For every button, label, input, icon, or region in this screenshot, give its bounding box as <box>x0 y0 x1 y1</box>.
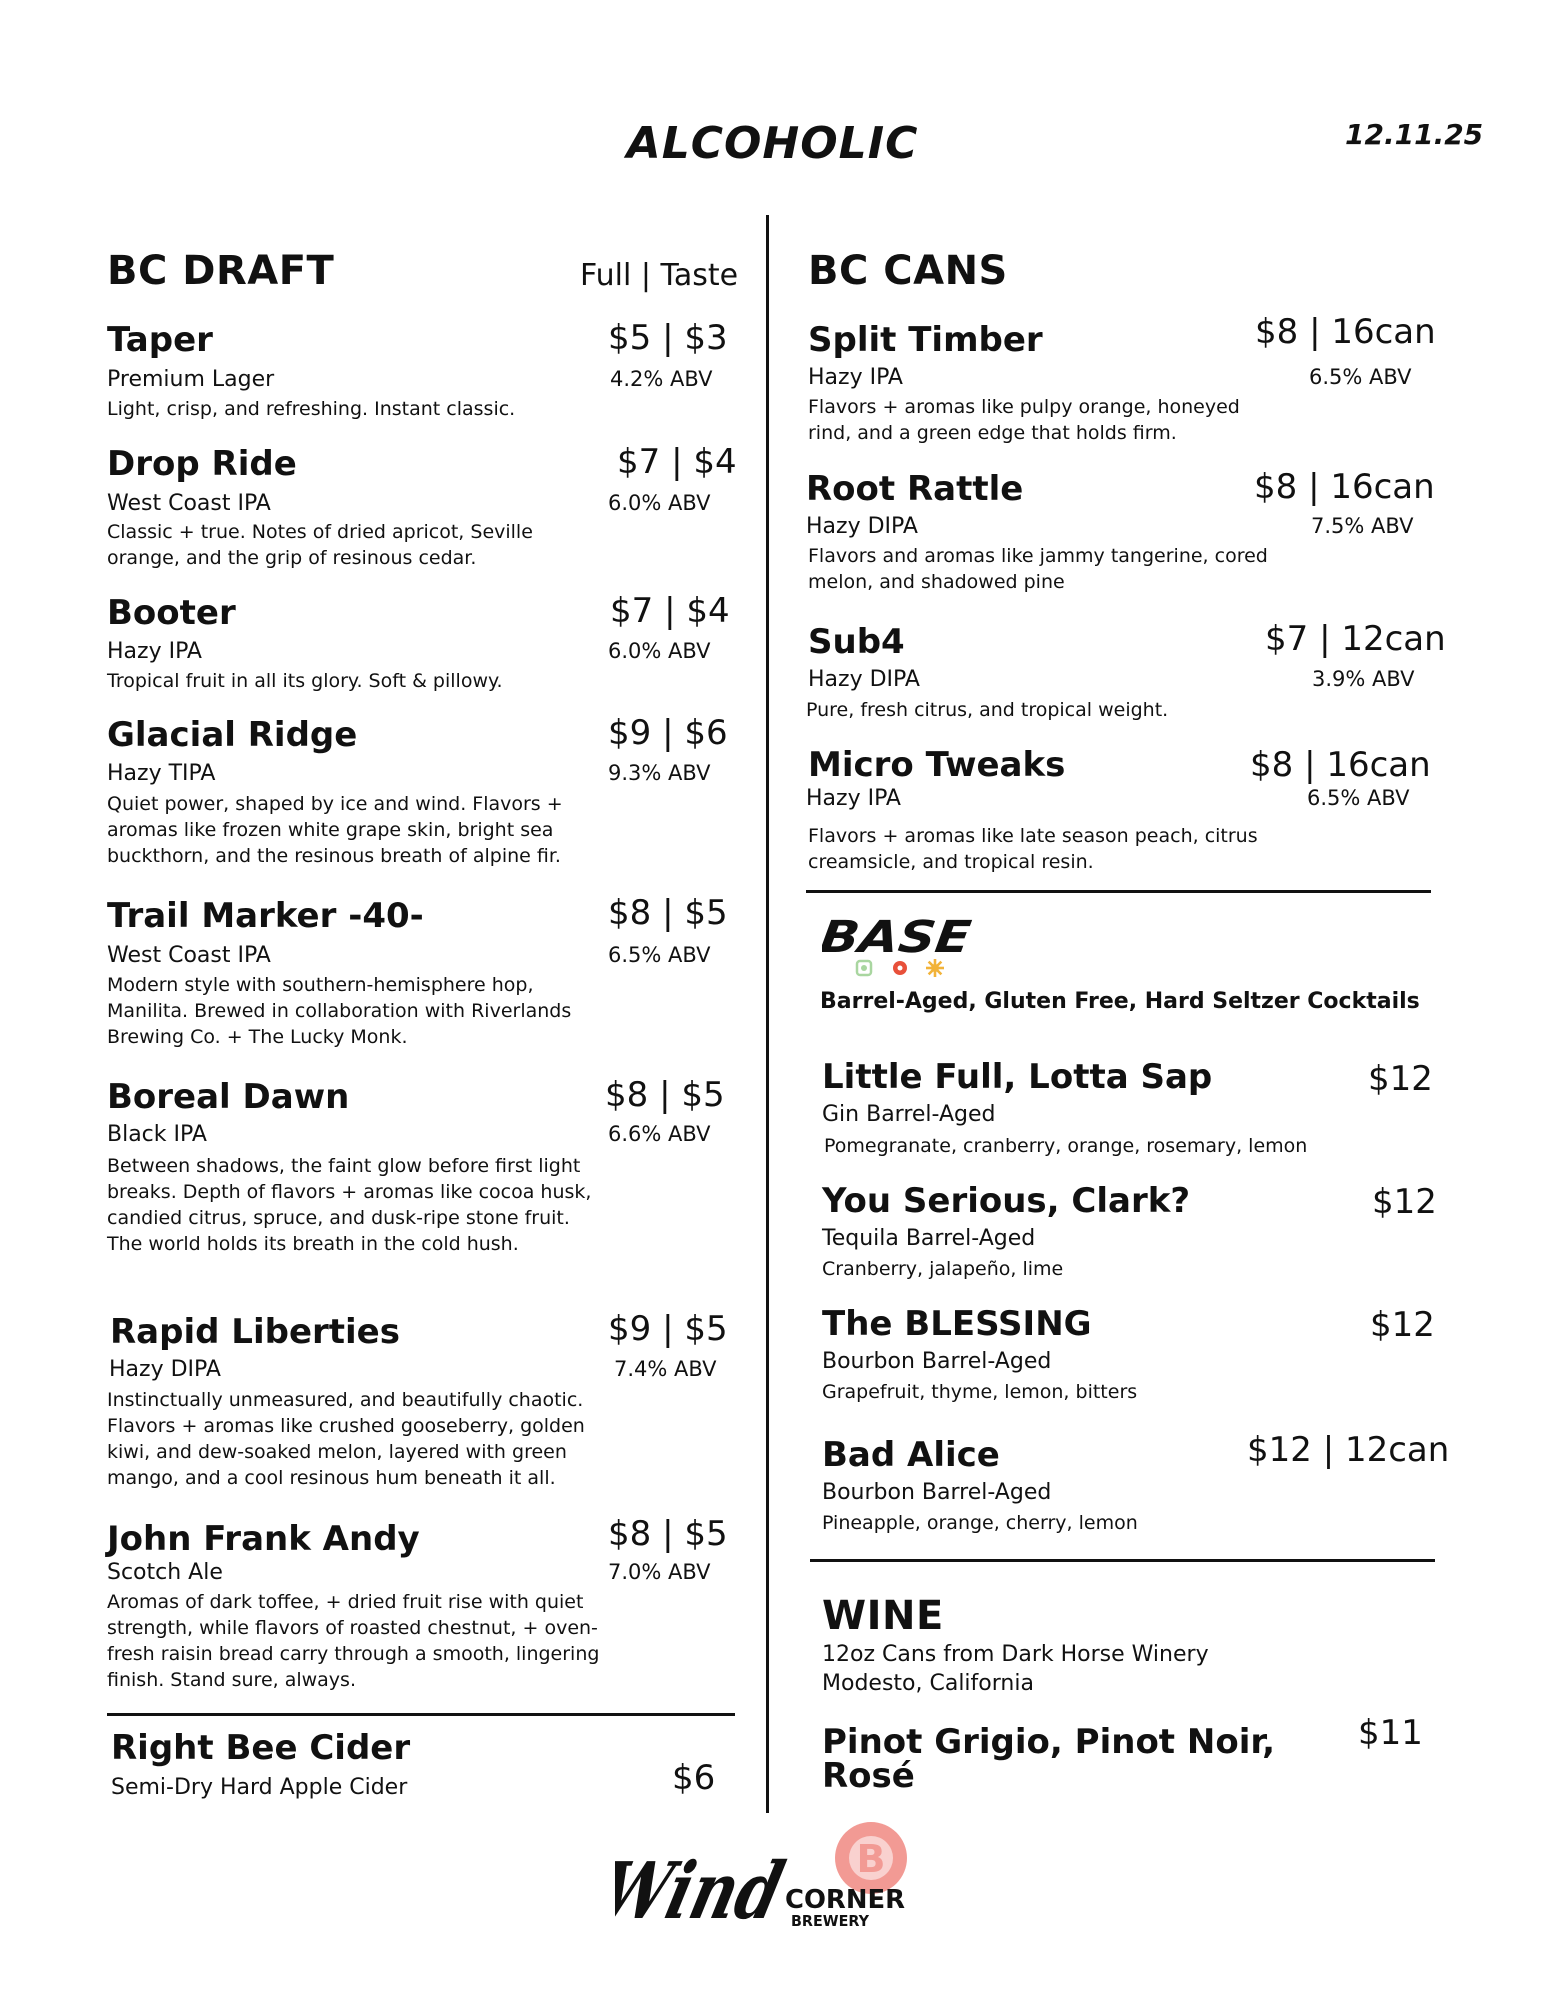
draft-item-abv: 7.4% ABV <box>614 1357 717 1381</box>
wine-item-line-2: Rosé <box>822 1756 915 1796</box>
brewery-brewery-text: BREWERY <box>791 1912 871 1930</box>
column-divider <box>766 215 769 1813</box>
draft-item-name: Taper <box>107 320 213 360</box>
draft-column-header: Full | Taste <box>580 258 739 293</box>
cider-name: Right Bee Cider <box>111 1728 411 1768</box>
base-divider <box>806 890 1431 893</box>
base-item-style: Bourbon Barrel-Aged <box>822 1480 1052 1505</box>
draft-item-name: John Frank Andy <box>107 1519 420 1559</box>
draft-item-price: $7 | $4 <box>617 442 737 482</box>
cider-divider <box>107 1713 735 1716</box>
draft-item-style: Hazy IPA <box>107 639 202 664</box>
base-item-name: You Serious, Clark? <box>822 1181 1191 1221</box>
can-item-name: Sub4 <box>808 622 905 662</box>
draft-item-style: Hazy DIPA <box>109 1357 221 1382</box>
can-item-desc: Flavors and aromas like jammy tangerine, cored melon, and shadowed pine <box>808 545 1268 593</box>
cans-section-title: BC CANS <box>808 248 1008 294</box>
draft-item-price: $9 | $5 <box>608 1309 728 1349</box>
draft-item-style: Hazy TIPA <box>107 761 216 786</box>
draft-item-abv: 7.0% ABV <box>608 1560 711 1584</box>
base-subtitle: Barrel-Aged, Gluten Free, Hard Seltzer Cocktails <box>820 989 1420 1014</box>
base-item-name: Bad Alice <box>822 1435 1000 1475</box>
draft-item-abv: 6.6% ABV <box>608 1122 711 1146</box>
base-item-style: Bourbon Barrel-Aged <box>822 1349 1052 1374</box>
cider-price: $6 <box>672 1758 716 1798</box>
draft-item-price: $5 | $3 <box>608 318 728 358</box>
cider-style: Semi-Dry Hard Apple Cider <box>111 1775 408 1800</box>
draft-item-desc: Instinctually unmeasured, and beautifully chaotic. Flavors + aromas like crushed gooseberry, golden kiwi, and dew-soaked melon, layered with green mango, and a cool resinous hum beneath it all. <box>107 1389 585 1489</box>
can-item-abv: 7.5% ABV <box>1311 514 1414 538</box>
can-item-style: Hazy DIPA <box>806 514 918 539</box>
base-item-price: $12 <box>1368 1059 1433 1099</box>
can-item-price: $8 | 16can <box>1254 467 1435 507</box>
base-item-price: $12 <box>1372 1182 1437 1222</box>
base-item-price: $12 | 12can <box>1247 1430 1450 1470</box>
draft-item-style: Black IPA <box>107 1122 207 1147</box>
draft-item-desc: Tropical fruit in all its glory. Soft & pillowy. <box>107 670 503 692</box>
can-item-price: $8 | 16can <box>1255 312 1436 352</box>
draft-item-name: Booter <box>107 593 236 633</box>
can-item-price: $8 | 16can <box>1250 745 1431 785</box>
draft-item-abv: 6.0% ABV <box>608 491 711 515</box>
draft-item-name: Drop Ride <box>107 444 297 484</box>
draft-item-price: $7 | $4 <box>610 591 730 631</box>
wine-divider <box>810 1559 1435 1562</box>
can-item-name: Micro Tweaks <box>808 745 1066 785</box>
can-item-desc: Flavors + aromas like pulpy orange, honeyed rind, and a green edge that holds firm. <box>808 396 1240 444</box>
menu-date: 12.11.25 <box>1345 118 1484 151</box>
base-item-desc: Pineapple, orange, cherry, lemon <box>822 1512 1138 1534</box>
wine-subtitle-2: Modesto, California <box>822 1671 1034 1696</box>
base-item-name: Little Full, Lotta Sap <box>822 1057 1213 1097</box>
base-item-desc: Pomegranate, cranberry, orange, rosemary, lemon <box>824 1135 1308 1157</box>
base-logo-text: BASE <box>822 912 954 963</box>
can-item-abv: 3.9% ABV <box>1312 667 1415 691</box>
draft-item-abv: 4.2% ABV <box>610 367 713 391</box>
draft-item-price: $8 | $5 <box>608 1514 728 1554</box>
draft-item-desc: Quiet power, shaped by ice and wind. Flavors + aromas like frozen white grape skin, bright sea buckthorn, and the resinous breath of alpine fir. <box>107 793 563 867</box>
brewery-wordmark: Wind <box>615 1845 840 1937</box>
draft-item-desc: Classic + true. Notes of dried apricot, Seville orange, and the grip of resinous cedar. <box>107 521 533 569</box>
can-item-desc: Pure, fresh citrus, and tropical weight. <box>806 699 1169 721</box>
draft-item-price: $9 | $6 <box>608 713 728 753</box>
can-item-name: Split Timber <box>808 320 1043 360</box>
draft-item-name: Trail Marker -40- <box>107 896 424 936</box>
draft-item-abv: 9.3% ABV <box>608 761 711 785</box>
brewery-corner-text: CORNER <box>785 1885 905 1915</box>
base-item-name: The BLESSING <box>822 1304 1092 1344</box>
draft-section-title: BC DRAFT <box>107 248 335 294</box>
can-item-style: Hazy IPA <box>808 365 903 390</box>
draft-item-price: $8 | $5 <box>605 1075 725 1115</box>
draft-item-name: Boreal Dawn <box>107 1077 350 1117</box>
draft-item-price: $8 | $5 <box>608 893 728 933</box>
draft-item-abv: 6.0% ABV <box>608 639 711 663</box>
base-item-desc: Grapefruit, thyme, lemon, bitters <box>822 1381 1138 1403</box>
can-item-style: Hazy DIPA <box>808 667 920 692</box>
wine-price: $11 <box>1358 1713 1423 1753</box>
can-item-abv: 6.5% ABV <box>1309 365 1412 389</box>
draft-item-style: Scotch Ale <box>107 1560 223 1585</box>
draft-item-name: Glacial Ridge <box>107 715 358 755</box>
base-item-price: $12 <box>1370 1305 1435 1345</box>
can-item-price: $7 | 12can <box>1265 619 1446 659</box>
draft-item-style: Premium Lager <box>107 367 275 392</box>
draft-item-style: West Coast IPA <box>107 943 271 968</box>
brewery-logo <box>615 1818 915 1938</box>
wine-item-line-1: Pinot Grigio, Pinot Noir, <box>822 1722 1276 1762</box>
page-title: ALCOHOLIC <box>626 118 919 169</box>
draft-item-desc: Aromas of dark toffee, + dried fruit rise with quiet strength, while flavors of roasted chestnut, + oven-fresh raisin bread carry through a smooth, lingering finish. Stand sure, always. <box>107 1591 600 1691</box>
draft-item-desc: Modern style with southern-hemisphere hop, Manilita. Brewed in collaboration with Riverlands Brewing Co. + The Lucky Monk. <box>107 974 572 1048</box>
base-item-style: Gin Barrel-Aged <box>822 1102 996 1127</box>
draft-item-name: Rapid Liberties <box>110 1312 400 1352</box>
draft-item-desc: Light, crisp, and refreshing. Instant classic. <box>107 398 516 420</box>
can-item-style: Hazy IPA <box>806 786 901 811</box>
wine-section-title: WINE <box>822 1593 944 1639</box>
base-item-desc: Cranberry, jalapeño, lime <box>822 1258 1064 1280</box>
can-item-name: Root Rattle <box>806 469 1024 509</box>
wine-subtitle-1: 12oz Cans from Dark Horse Winery <box>822 1642 1209 1667</box>
draft-item-style: West Coast IPA <box>107 491 271 516</box>
draft-item-desc: Between shadows, the faint glow before first light breaks. Depth of flavors + aromas like cocoa husk, candied citrus, spruce, and dusk-ripe stone fruit. The world holds its breath in the cold hush. <box>107 1155 592 1255</box>
base-item-style: Tequila Barrel-Aged <box>822 1226 1036 1251</box>
can-item-abv: 6.5% ABV <box>1307 786 1410 810</box>
base-logo <box>822 912 982 982</box>
brewery-badge-letter: B <box>856 1837 886 1881</box>
draft-item-abv: 6.5% ABV <box>608 943 711 967</box>
can-item-desc: Flavors + aromas like late season peach, citrus creamsicle, and tropical resin. <box>808 825 1258 873</box>
